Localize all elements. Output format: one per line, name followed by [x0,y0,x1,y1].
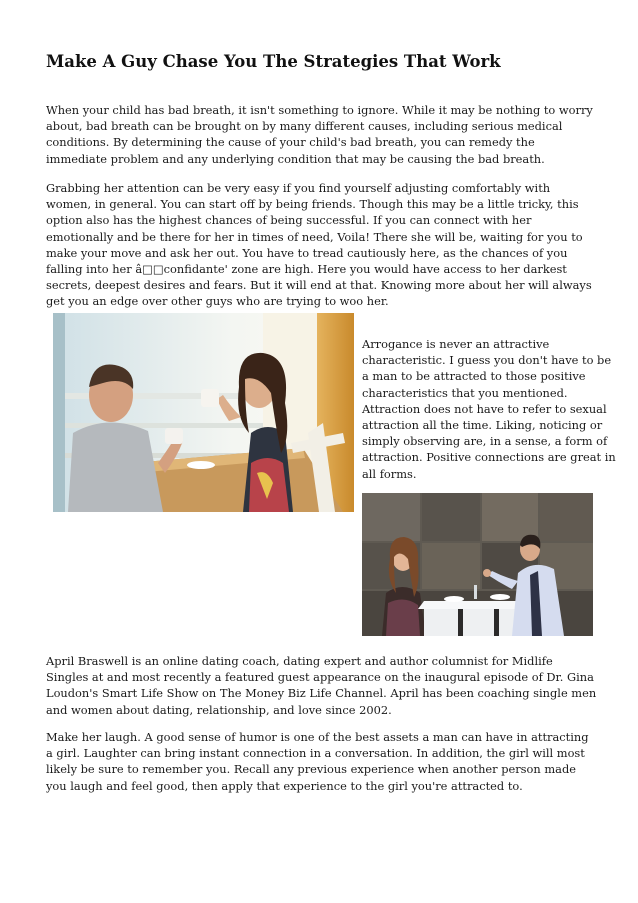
paragraph-bad-breath: When your child has bad breath, it isn't something to ignore. While it may be nothing to worry about, bad breath can be brought on by many different causes, including serious medical conditions. By determining the cause of your child's bad breath, you can remedy the immediate problem and any underlying condition that may be causing the bad breath. [46,103,593,166]
paragraph-grabbing-attention: Grabbing her attention can be very easy if you find yourself adjusting comfortably with women, in general. You can start off by being friends. Though this may be a little tricky, this option also has the highest chances of being successful. If you can connect with her emotionally and be there for her in times of need, Voila! There she will be, waiting for you to make your move and ask her out. You have to tread cautiously here, as the chances of you falling into her â□□confidante' zone are high. Here you would have access to her darkest secrets, deepest desires and fears. But it will end at that. Knowing more about her will always get you an edge over other guys who are trying to woo her. [46,181,592,309]
article-title: Make A Guy Chase You The Strategies That Work [46,52,501,71]
couple-coffee-photo [53,313,354,512]
paragraph-make-her-laugh: Make her laugh. A good sense of humor is one of the best assets a man can have in attracting a girl. Laughter can bring instant connection in a conversation. In addition, the girl will most likely be sure to remember you. Recall any previous experience when another person made you laugh and feel good, then apply that experience to the girl you're attracted to. [46,730,589,793]
couple-dinner-date-photo-icon [362,493,593,636]
sidebar-arrogance-text: Arrogance is never an attractive characteristic. I guess you don't have to be a man to be attracted to those positive characteristics that you mentioned. Attraction does not have to refer to sexual attraction all the time. Liking, noticing or simply observing are, in a sense, a form of attraction. Positive connections are great in all forms. [362,337,616,481]
paragraph-april-braswell: April Braswell is an online dating coach, dating expert and author columnist for Midlife Singles at and most recently a featured guest appearance on the inaugural episode of Dr. Gina Loudon's Smart Life Show on The Money Biz Life Channel. April has been coaching single men and women about dating, relationship, and love since 2002. [46,654,597,717]
couple-laughing-over-coffee-photo-icon [53,313,354,512]
couple-dinner-photo [362,493,593,636]
